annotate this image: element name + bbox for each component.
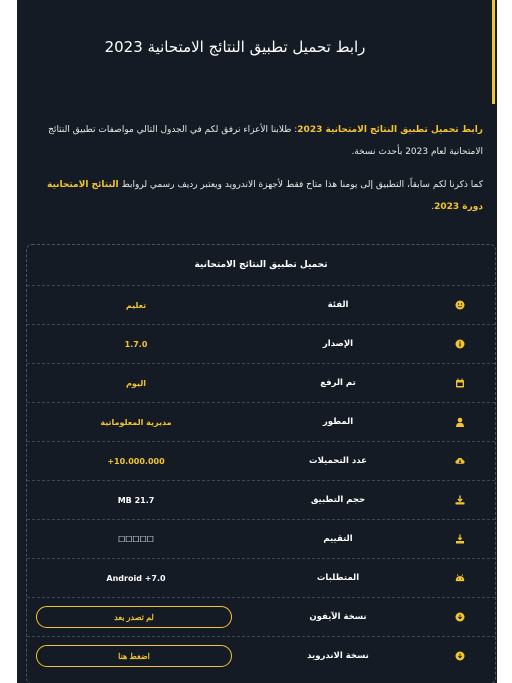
info-icon: [455, 339, 465, 349]
row-value: 1.7.0: [124, 339, 148, 349]
row-label: نسخة الاندرويد: [307, 651, 369, 661]
intro-paragraph-2-text: كما ذكرنا لكم سابقاً، التطبيق إلى يومنا هذا متاح فقط لأجهزة الاندرويد ويعتبر رديف رسمي لروابط: [118, 180, 483, 190]
app-info-table: [26, 244, 496, 683]
intro-paragraph-1-text: : طلابنا الأعزاء نرفق لكم في الجدول التالي مواصفات تطبيق النتائج الامتحانية لعام 2023 بأحدث نسخة.: [48, 125, 483, 157]
page-title: رابط تحميل تطبيق النتائج الامتحانية 2023: [104, 38, 366, 56]
accent-bar: [492, 0, 495, 104]
row-value: 10.000.000+: [107, 456, 165, 466]
intro-link-highlight[interactable]: رابط تحميل تطبيق النتائج الامتحانية 2023: [297, 125, 483, 135]
table-row-version: [27, 324, 495, 363]
table-row-requirements: [27, 558, 495, 597]
user-icon: [455, 417, 465, 427]
download-tray-icon: [455, 495, 465, 505]
results-link-highlight[interactable]: النتائج الامتحانية دورة 2023: [47, 180, 483, 212]
row-value: تعليم: [125, 300, 147, 310]
row-value: اليوم: [126, 378, 146, 388]
row-label: عدد التحميلات: [309, 456, 367, 466]
row-value: ☐☐☐☐☐: [118, 534, 154, 544]
table-row-rating: [27, 519, 495, 558]
table-row-category: [27, 285, 495, 324]
row-label: الإصدار: [322, 339, 354, 349]
row-label: التقييم: [323, 534, 353, 544]
row-label: المطور: [322, 417, 354, 427]
smiley-icon: [455, 300, 465, 310]
article-page: [17, 0, 497, 683]
android-icon: [455, 573, 465, 583]
cloud-download-icon: [455, 456, 465, 466]
calendar-icon: [455, 378, 465, 388]
table-row-developer: [27, 402, 495, 441]
table-row-uploaded: [27, 363, 495, 402]
row-value: 21.7 MB: [117, 495, 155, 505]
row-value: مديرية المعلوماتية: [100, 417, 172, 427]
intro-text: [27, 119, 483, 229]
table-row-android: [27, 636, 495, 675]
android-download-button[interactable]: اضغط هنا: [36, 645, 232, 667]
intro-paragraph-2-end: .: [431, 202, 435, 212]
apple-icon: [455, 612, 465, 622]
download-circle-icon: [455, 651, 465, 661]
intro-paragraph-2: [27, 174, 483, 218]
table-row-size: [27, 480, 495, 519]
row-label: نسخة الآيفون: [309, 612, 367, 622]
table-row-iphone: [27, 597, 495, 636]
table-row-downloads: [27, 441, 495, 480]
row-label: تم الرفع: [320, 378, 356, 388]
row-label: حجم التطبيق: [310, 495, 366, 505]
row-label: الفئة: [327, 300, 349, 310]
rating-icon: [455, 534, 465, 544]
row-label: المتطلبات: [316, 573, 360, 583]
row-value: Android +7.0: [106, 573, 166, 583]
iphone-not-released-button[interactable]: لم تصدر بعد: [36, 606, 232, 628]
intro-paragraph-1: [27, 119, 483, 163]
table-title: تحميل تطبيق النتائج الامتحانية: [194, 260, 328, 270]
